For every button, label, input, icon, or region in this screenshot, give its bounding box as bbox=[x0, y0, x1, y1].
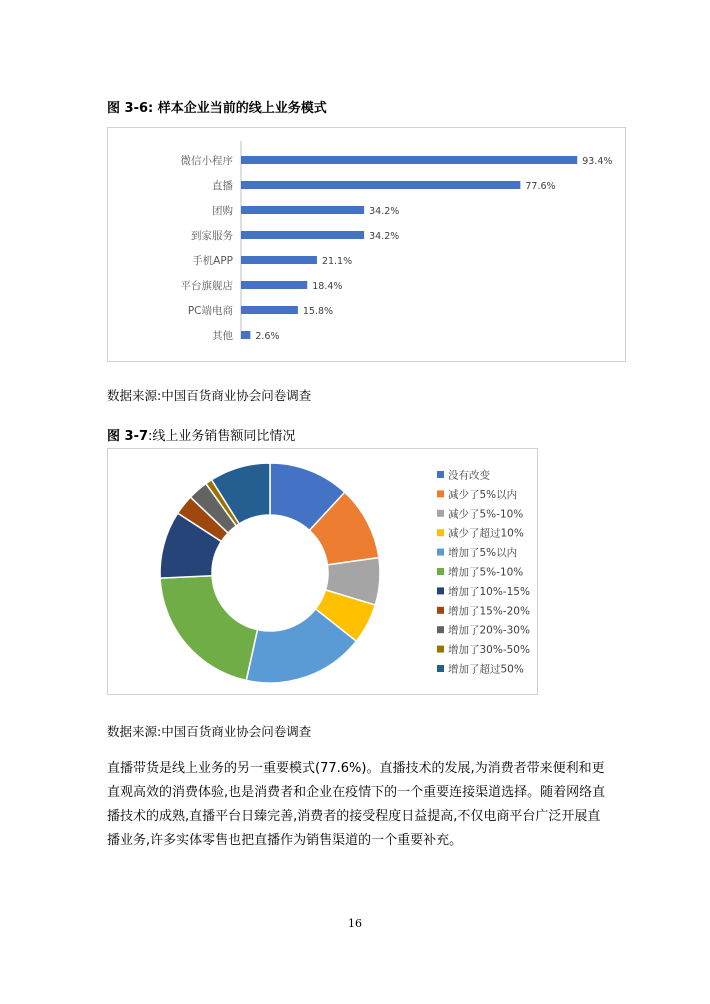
legend-swatch bbox=[437, 529, 444, 536]
bar-category-label: 其他 bbox=[212, 330, 233, 342]
bar-value-label: 15.8% bbox=[302, 306, 334, 317]
legend-label: 增加了20%-30% bbox=[448, 624, 530, 637]
bar bbox=[241, 281, 307, 289]
legend-label: 增加了15%-20% bbox=[448, 605, 530, 618]
body-paragraph: 直播带货是线上业务的另一重要模式(77.6%)。直播技术的发展,为消费者带来便利和更直观高效的消费体验,也是消费者和企业在疫情下的一个重要连接渠道选择。随着网络直播技术的成熟,直播平台日臻完善,消费者的接受程度日益提高,不仅电商平台广泛开展直播业务,许多实体零售也把直播作为销售渠道的一个重要补充。 bbox=[107, 761, 606, 848]
bar-category-label: 直播 bbox=[212, 180, 233, 192]
bar-category-label: 平台旗舰店 bbox=[180, 280, 233, 292]
legend-label: 增加了超过50% bbox=[448, 663, 524, 676]
bar bbox=[241, 306, 298, 314]
legend-swatch bbox=[437, 607, 444, 614]
bar-chart bbox=[108, 128, 625, 361]
legend-swatch bbox=[437, 646, 444, 653]
legend-swatch bbox=[437, 490, 444, 497]
legend-label: 减少了5%-10% bbox=[448, 508, 524, 521]
legend-swatch bbox=[437, 626, 444, 633]
legend-label: 减少了5%以内 bbox=[448, 488, 518, 501]
bar bbox=[241, 206, 364, 214]
figure-title-text: :线上业务销售额同比情况 bbox=[148, 429, 296, 444]
legend-swatch bbox=[437, 510, 444, 517]
figure-3-6-title bbox=[107, 97, 327, 116]
bar-value-label: 21.1% bbox=[321, 256, 353, 267]
bar-value-label: 2.6% bbox=[255, 331, 280, 342]
figure-3-7-title bbox=[107, 425, 295, 444]
bar-value-label: 18.4% bbox=[312, 281, 343, 292]
legend-swatch bbox=[437, 587, 444, 594]
legend-label: 没有改变 bbox=[448, 469, 490, 482]
bar bbox=[241, 331, 250, 339]
page-number: 16 bbox=[348, 917, 362, 930]
bar-category-label: 微信小程序 bbox=[180, 155, 233, 167]
donut-slice bbox=[160, 576, 257, 681]
bar-category-label: 到家服务 bbox=[191, 230, 233, 242]
bar-category-label: 手机APP bbox=[192, 255, 233, 267]
bar-value-label: 34.2% bbox=[369, 206, 400, 217]
legend-label: 增加了5%-10% bbox=[448, 566, 524, 579]
legend-label: 增加了5%以内 bbox=[448, 547, 518, 560]
legend-label: 增加了30%-50% bbox=[448, 644, 530, 657]
figure-title-text: 样本企业当前的线上业务模式 bbox=[157, 101, 327, 116]
bar-value-label: 77.6% bbox=[525, 181, 556, 192]
bar-category-label: 团购 bbox=[212, 205, 233, 217]
data-source-1: 数据来源:中国百货商业协会问卷调查 bbox=[107, 388, 312, 403]
legend-swatch bbox=[437, 549, 444, 556]
figure-number: 图 3-7 bbox=[107, 429, 149, 444]
bar bbox=[241, 181, 520, 189]
donut-chart bbox=[108, 449, 537, 694]
bar bbox=[241, 156, 577, 164]
bar-chart-frame bbox=[107, 127, 626, 362]
data-source-2: 数据来源:中国百货商业协会问卷调查 bbox=[107, 724, 312, 739]
bar-value-label: 93.4% bbox=[582, 156, 613, 167]
bar bbox=[241, 231, 364, 239]
bar-category-label: PC端电商 bbox=[187, 305, 233, 317]
bar-value-label: 34.2% bbox=[369, 231, 400, 242]
legend-swatch bbox=[437, 568, 444, 575]
legend-label: 增加了10%-15% bbox=[448, 585, 530, 598]
figure-number: 图 3-6: bbox=[107, 101, 154, 116]
donut-chart-frame bbox=[107, 448, 538, 695]
legend-swatch bbox=[437, 471, 444, 478]
legend-label: 减少了超过10% bbox=[448, 527, 524, 540]
legend-swatch bbox=[437, 665, 444, 672]
bar bbox=[241, 256, 317, 264]
